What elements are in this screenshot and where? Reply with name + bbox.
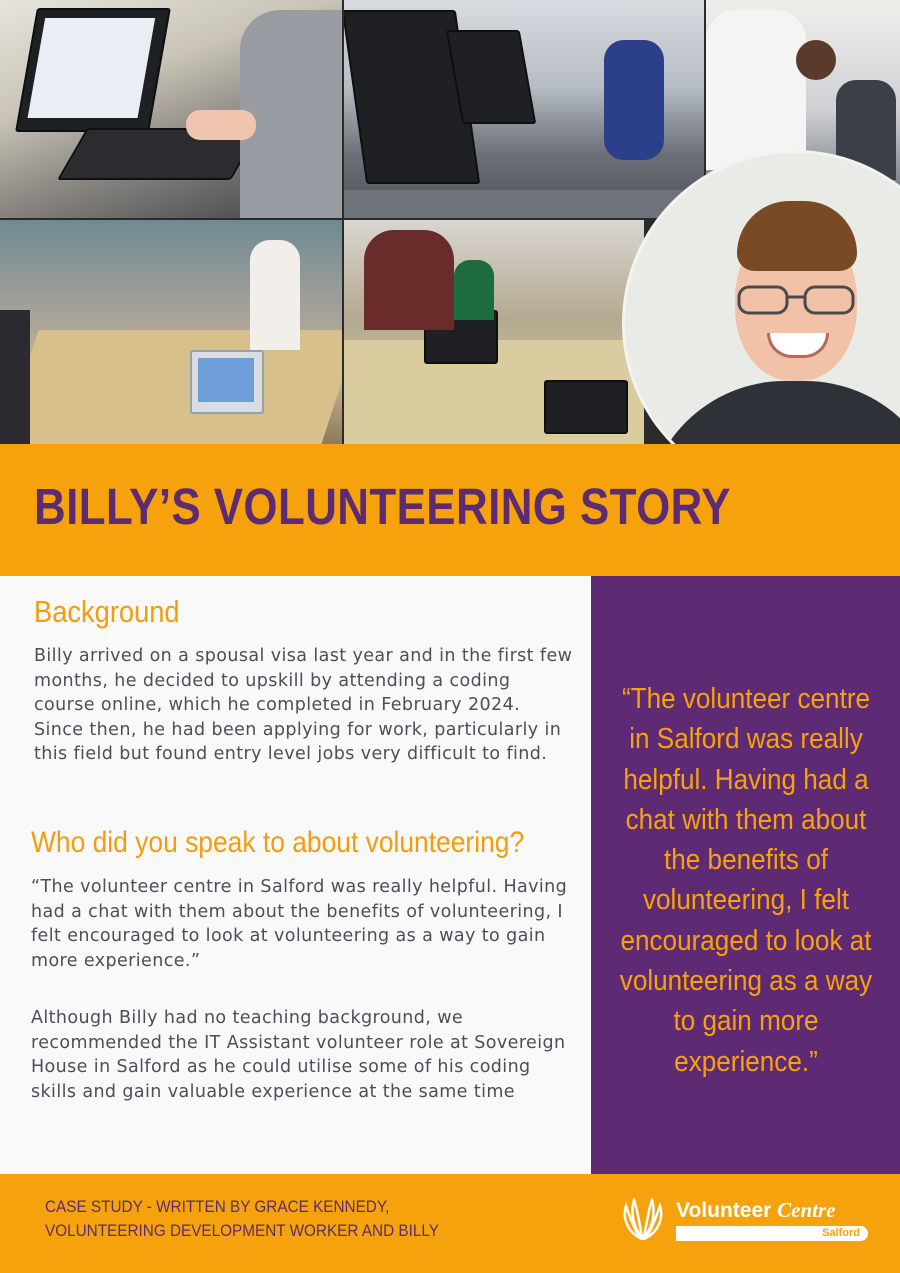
- laptop-shape: [190, 350, 264, 414]
- who-paragraph: Although Billy had no teaching background, we recommended the IT Assistant volunteer role at Sovereign House in Salford as he could utilise some of his coding skills and gain valuable experience at the same time: [31, 1008, 566, 1102]
- logo-name: [676, 1198, 835, 1223]
- footer-credit: CASE STUDY - WRITTEN BY GRACE KENNEDY, VOLUNTEERING DEVELOPMENT WORKER AND BILLY: [45, 1197, 439, 1240]
- photo-kids-coding: [344, 220, 644, 444]
- page-title: BILLY’S VOLUNTEERING STORY: [34, 478, 731, 535]
- photo-laptop-row: [344, 0, 704, 218]
- who-quote-paragraph: “The volunteer centre in Salford was really helpful. Having had a chat with them about the benefits of volunteering, I felt encouraged to look at volunteering as a way to gain more experience.”: [31, 877, 568, 971]
- photo-classroom: [0, 220, 342, 444]
- photo-laptop-typing: [0, 0, 342, 218]
- background-paragraph: Billy arrived on a spousal visa last year and in the first few months, he decided to upskill by attending a coding course online, which he completed in February 2024. Since then, he had been applying for work, particularly in this field but found entry level jobs very difficult to find.: [34, 646, 573, 765]
- volunteer-centre-logo: [620, 1196, 870, 1244]
- glasses-shape: [733, 283, 861, 317]
- who-heading: Who did you speak to about volunteering?: [31, 826, 525, 859]
- hands-logo-icon: [620, 1198, 666, 1240]
- laptop-shape: [544, 380, 628, 434]
- logo-name-part2: Centre: [777, 1198, 836, 1222]
- pull-quote: “The volunteer centre in Salford was really helpful. Having had a chat with them about the benefits of volunteering, I felt encouraged to look at volunteering as a way to gain more experience.”: [619, 683, 873, 1078]
- laptop-shape: [446, 30, 537, 124]
- logo-name-part1: Volunteer: [676, 1199, 772, 1222]
- logo-sub: Salford: [676, 1226, 868, 1241]
- laptop-shape: [15, 8, 171, 132]
- background-heading: Background: [34, 594, 180, 629]
